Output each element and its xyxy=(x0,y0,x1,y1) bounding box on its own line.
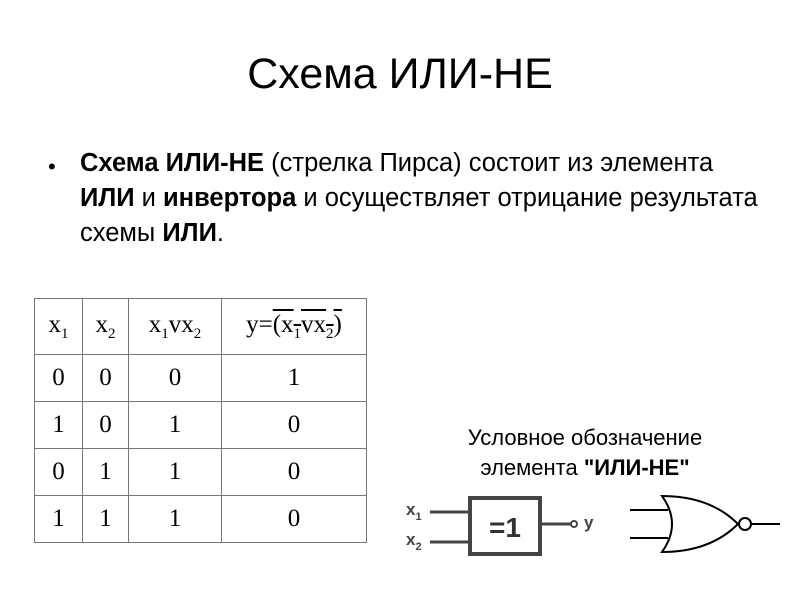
table-cell: 1 xyxy=(35,402,83,449)
bold-term: инвертора xyxy=(162,184,297,212)
table-cell: 0 xyxy=(222,402,367,449)
text-segment: и xyxy=(134,184,163,212)
table-cell: 0 xyxy=(222,449,367,496)
table-cell: 0 xyxy=(222,496,367,543)
overline-expression: $(x_1vx_2)$ xyxy=(272,310,342,342)
table-cell: 1 xyxy=(129,449,222,496)
symbol-caption xyxy=(420,423,750,483)
table-cell: 0 xyxy=(35,449,83,496)
input2-label: $x_2$ xyxy=(406,530,422,553)
nor-gate-icon xyxy=(630,496,780,552)
header-nor: $y=(x_1vx_2)$ xyxy=(222,299,367,355)
text-segment: (стрелка Пирса) состоит из элемента xyxy=(264,149,714,177)
table-cell: 1 xyxy=(35,496,83,543)
header-x1: $x_1$ xyxy=(35,299,83,355)
bullet-text xyxy=(80,146,760,251)
header-x2: $x_2$ xyxy=(83,299,129,355)
caption-line2-bold: "ИЛИ-НЕ" xyxy=(583,455,690,480)
bold-term: Схема ИЛИ-НЕ xyxy=(80,149,265,177)
table-cell: 1 xyxy=(83,449,129,496)
text-segment: . xyxy=(216,219,224,247)
table-cell: 0 xyxy=(35,355,83,402)
table-cell: 1 xyxy=(83,496,129,543)
caption-line1: Условное обозначение xyxy=(467,425,703,450)
text-segment: и осуществляет отрицание результата схемы xyxy=(80,184,758,247)
bold-term: ИЛИ xyxy=(80,184,135,212)
table-cell: 1 xyxy=(129,402,222,449)
table-cell: 1 xyxy=(222,355,367,402)
table-cell: 0 xyxy=(83,355,129,402)
nor-gate-diagram xyxy=(400,488,790,563)
input1-label: $x_1$ xyxy=(406,500,422,523)
box-label: =1 xyxy=(489,512,521,543)
caption-line2-text: элемента xyxy=(480,455,584,480)
truth-table xyxy=(34,298,367,543)
table-row xyxy=(35,402,367,449)
header-or: $x_1vx_2$ xyxy=(129,299,222,355)
table-row xyxy=(35,496,367,543)
table-row xyxy=(35,449,367,496)
bullet-dot: • xyxy=(48,154,56,179)
output-label: y xyxy=(584,513,594,532)
slide-title: Схема ИЛИ-НЕ xyxy=(247,50,553,98)
table-row xyxy=(35,355,367,402)
table-cell: 0 xyxy=(83,402,129,449)
output-bubble xyxy=(571,521,577,527)
table-cell: 0 xyxy=(129,355,222,402)
table-cell: 1 xyxy=(129,496,222,543)
table-header-row xyxy=(35,299,367,355)
bold-term: ИЛИ xyxy=(162,219,217,247)
